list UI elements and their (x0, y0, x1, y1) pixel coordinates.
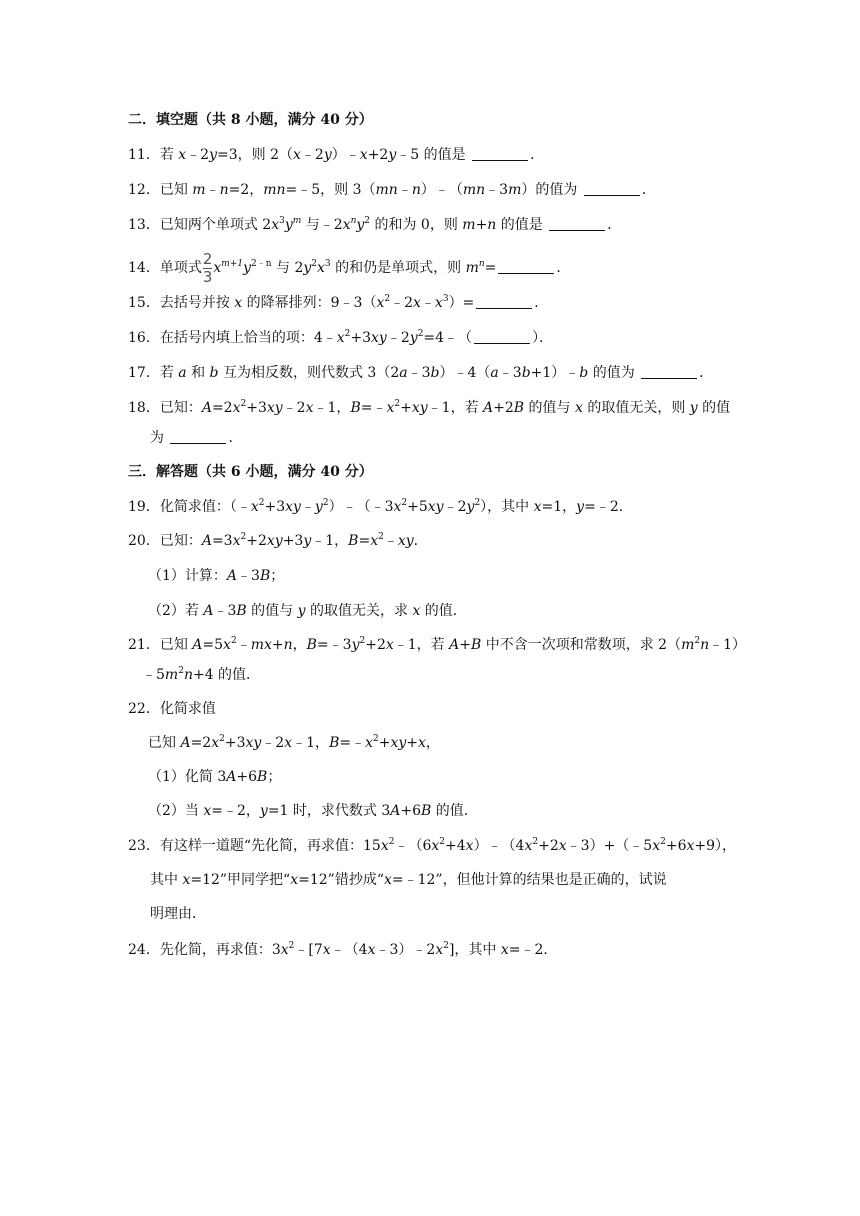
question-22-given: 已知 $A=2x^2+3xy﹣2x﹣1$，$B=﹣x^2+xy+x$， (148, 734, 440, 751)
question-number: 14． (128, 260, 160, 276)
answer-blank[interactable] (476, 294, 532, 309)
question-22-part-1: （1）化简 3A+6B； (148, 769, 282, 785)
question-24: 24．先化简，再求值：$3x^2﹣[7x﹣(4x﹣3)﹣2x^2]$，其中 x=﹣2． (128, 941, 558, 958)
question-number: 22． (128, 701, 160, 717)
question-13: 13．已知两个单项式 $2x^3y^m$ 与$﹣2x^ny^2$ 的和为 0，则 m+n 的值是 ． (128, 216, 622, 233)
question-23-line-2: 其中 x=12”甲同学把“x=12”错抄成“x=﹣12”，但他计算的结果也是正确的，试说 (150, 872, 667, 888)
question-number: 15． (128, 295, 160, 311)
question-17: 17．若 a 和 b 互为相反数，则代数式 3（2a﹣3b）﹣4（a﹣3b+1）﹣b 的值为 ． (128, 365, 714, 381)
answer-blank[interactable] (472, 146, 528, 161)
answer-blank[interactable] (641, 364, 697, 379)
section-fill-heading: 二．填空题（共 8 小题，满分 40 分） (128, 112, 373, 128)
question-22: 22．化简求值 (128, 701, 216, 717)
question-21: 21．已知 $A=5x^2﹣mx+n$，$B=﹣3y^2+2x﹣1$，若 A+B 中不含一次项和常数项，求 $2(m^2n﹣1)$ (128, 636, 747, 653)
question-number: 11． (128, 147, 160, 163)
question-18-line-2: 为 ． (150, 430, 243, 446)
question-16: 16．在括号内填上恰当的项：$4﹣x^2+3xy﹣2y^2=4﹣$（ ）． (128, 329, 554, 346)
question-number: 24． (128, 942, 160, 958)
question-23: 23．有这样一道题“先化简，再求值：$15x^2﹣(6x^2+4x)﹣(4x^2+2x﹣3)+(﹣5x^2+6x+9)$， (128, 837, 737, 854)
question-12: 12．已知 m﹣n=2，mn=﹣5，则 3（mn﹣n）﹣（mn﹣3m）的值为 ． (128, 182, 656, 198)
question-number: 19． (128, 499, 160, 515)
question-number: 13． (128, 217, 160, 233)
answer-blank[interactable] (498, 259, 554, 274)
question-20: 20．已知：$A=3x^2+2xy+3y﹣1$，$B=x^2﹣xy$． (128, 532, 428, 549)
answer-blank[interactable] (170, 429, 226, 444)
question-number: 16． (128, 330, 160, 346)
question-20-part-2: （2）若 A﹣3B 的值与 y 的取值无关，求 x 的值． (148, 603, 467, 619)
answer-blank[interactable] (474, 329, 530, 344)
answer-blank[interactable] (584, 181, 640, 196)
question-22-part-2: （2）当 x=﹣2，y=1 时，求代数式 3A+6B 的值． (148, 803, 478, 819)
question-18: 18．已知：$A=2x^2+3xy﹣2x﹣1$，$B=﹣x^2+xy﹣1$，若 A+2B 的值与 x 的取值无关，则 y 的值 (128, 399, 731, 416)
question-14: 14．单项式 $\frac{2}{3}$ $x^{m+1}y^{2﹣n}$ 与 $2y^2x^3$ 的和仍是单项式，则 $m^n=$ ． (128, 250, 571, 286)
section-solve-heading: 三．解答题（共 6 小题，满分 40 分） (128, 464, 373, 480)
question-number: 21． (128, 637, 160, 653)
question-23-line-3: 明理由． (150, 906, 206, 922)
question-number: 17． (128, 365, 160, 381)
question-number: 12． (128, 182, 160, 198)
question-21-line-2: $﹣5m^2n+4$ 的值． (142, 666, 261, 683)
question-11: 11．若 x﹣2y=3，则 2（x﹣2y）﹣x+2y﹣5 的值是 ． (128, 147, 545, 163)
question-15: 15．去括号并按 x 的降幂排列：$9﹣3(x^2﹣2x﹣x^3)=$ ． (128, 294, 549, 311)
fraction-two-thirds: $\frac{2}{3}$ (202, 250, 213, 286)
question-19: 19．化简求值：$(﹣x^2+3xy﹣y^2)﹣(﹣3x^2+5xy﹣2y^2)$，其中 x=1，y=﹣2． (128, 498, 633, 515)
question-number: 23． (128, 838, 160, 854)
question-20-part-1: （1）计算：A﹣3B； (148, 568, 285, 584)
answer-blank[interactable] (549, 216, 605, 231)
question-number: 20． (128, 533, 160, 549)
question-number: 18． (128, 400, 160, 416)
